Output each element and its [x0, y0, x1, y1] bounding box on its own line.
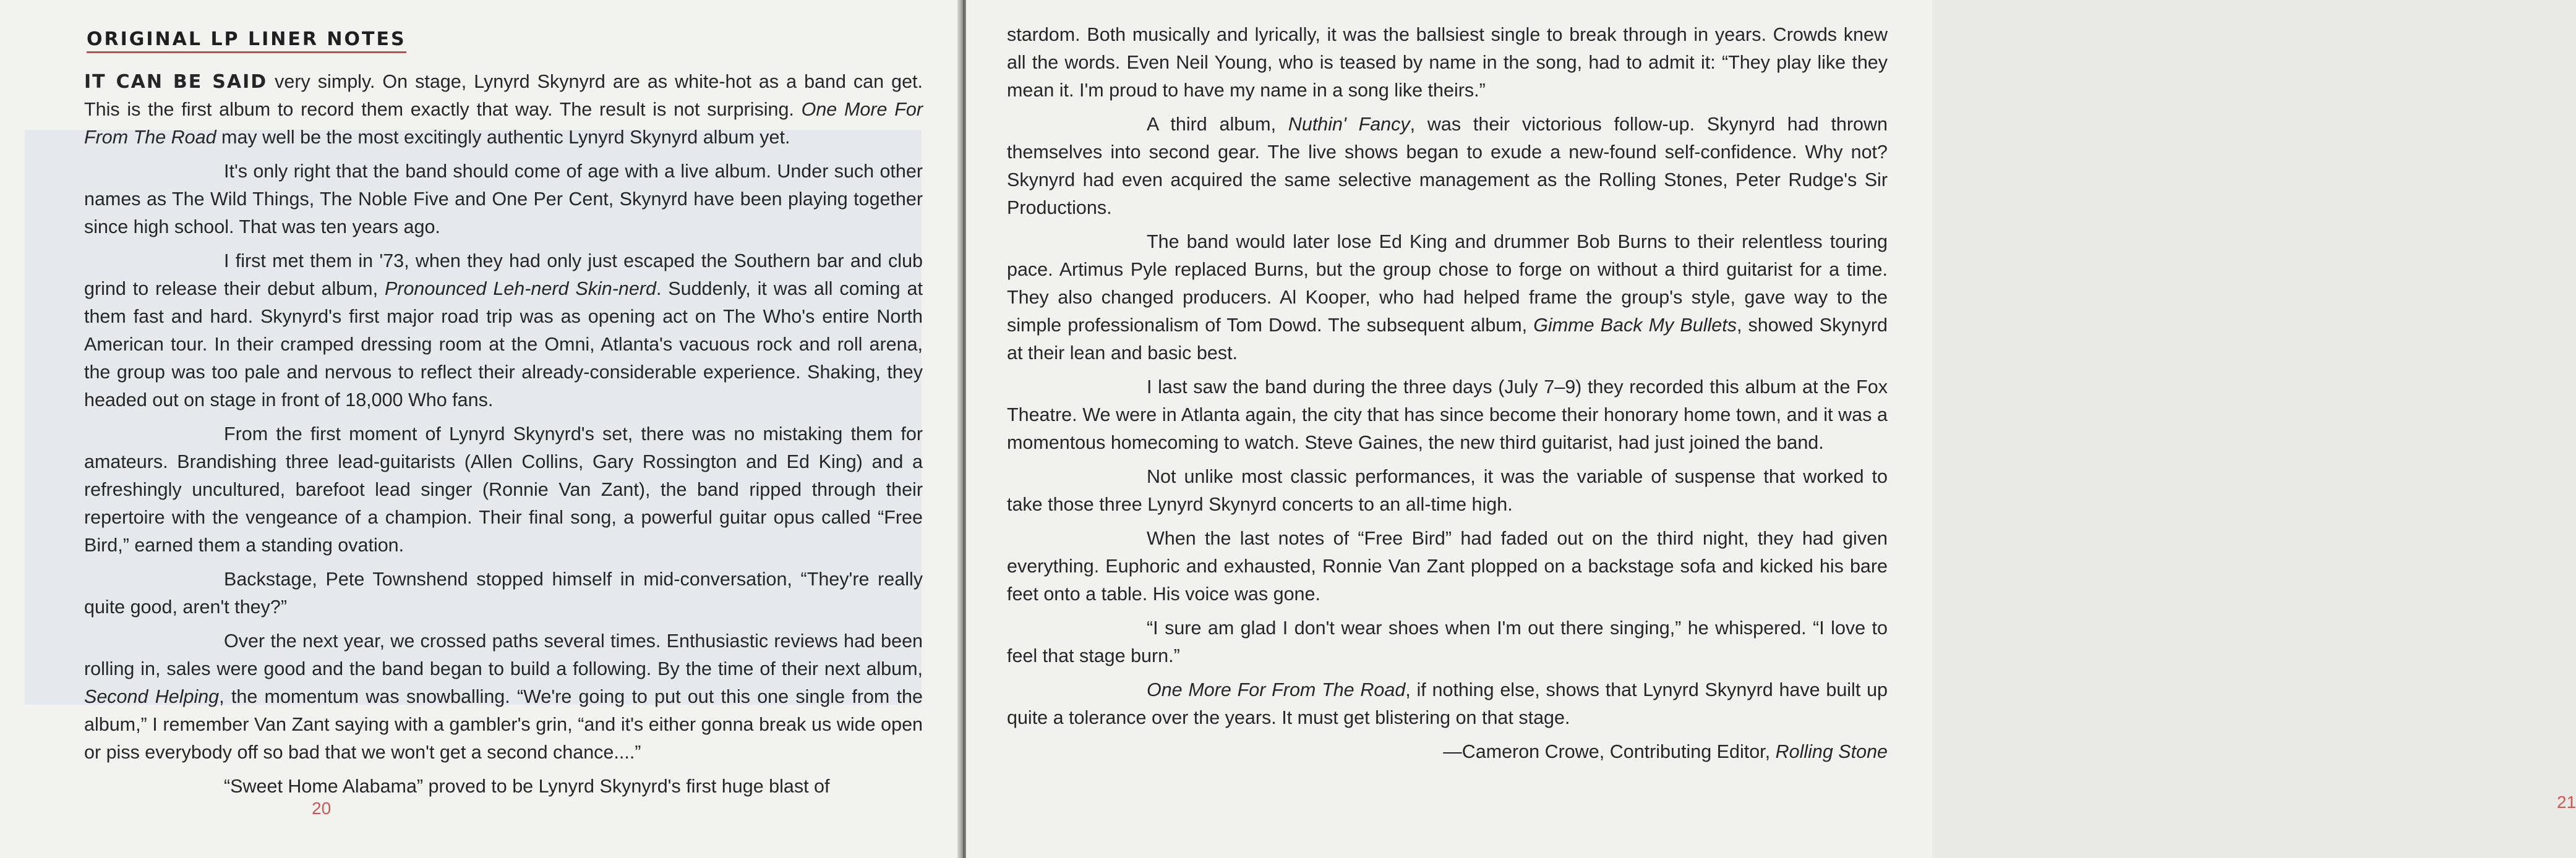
paragraph-5: Backstage, Pete Townshend stopped himself in mid-conversation, “They're really quite good, aren't they?” — [84, 569, 923, 618]
p6-text-a: Over the next year, we crossed paths several times. Enthusiastic reviews had been rolling in, sales were good and the band began to build a following. By the time of their next album, — [84, 631, 923, 679]
paragraph-7: “Sweet Home Alabama” proved to be Lynyrd Skynyrd's first huge blast of — [224, 776, 830, 797]
r3-text-a: The band would later lose Ed King and drummer Bob Burns to their relentless touring pace. Artimus Pyle replaced Burns, but the group chose to forge on without a third guitarist for a time. They also changed producers. Al Kooper, who had helped frame the group's style, gave way to the simple professionalism of Tom Dowd. The subsequent album, — [1007, 231, 1888, 336]
p6-text-b: , the momentum was snowballing. “We're going to put out this one single from the album,” I remember Van Zant saying with a gambler's grin, “and it's either gonna break us wide open or piss everybody off so bad that we won't get a second chance....” — [84, 686, 923, 763]
r2-text-a: A third album, — [1147, 114, 1288, 135]
p3-text-a: I first met them in '73, when they had only just escaped the Southern bar and club grind to release their debut album, — [84, 250, 923, 299]
album-title: One More For From The Road — [84, 99, 923, 148]
second-album-title: Second Helping — [84, 686, 220, 707]
signature-name: —Cameron Crowe, Contributing Editor, — [1443, 741, 1776, 762]
p1-text-a: very simply. On stage, Lynyrd Skynyrd are as white-hot as a band can get. This is the first album to record them exactly that way. The result is not surprising. — [84, 71, 923, 120]
paragraph-1 — [84, 68, 923, 151]
live-album-title: One More For From The Road — [1147, 679, 1406, 700]
paragraph-r1: stardom. Both musically and lyrically, it was the ballsiest single to break through in years. Crowds knew all the words. Even Neil Young, who is teased by name in the song, had to admit it: “They play like they mean it. I'm proud to have my name in a song like theirs.” — [1007, 24, 1888, 101]
left-column — [84, 21, 923, 807]
paragraph-6 — [84, 627, 923, 767]
paragraph-4: From the first moment of Lynyrd Skynyrd's set, there was no mistaking them for amateurs. Brandishing three lead-guitarists (Allen Collins, Gary Rossington and Ed King) and a refreshingly uncultured, barefoot lead singer (Ronnie Van Zant), the band ripped through their repertoire with the vengeance of a champion. Their final song, a powerful guitar opus called “Free Bird,” earned them a standing ovation. — [84, 423, 923, 556]
page-number-right: 21 — [2557, 792, 2576, 812]
fourth-album-title: Gimme Back My Bullets — [1533, 315, 1737, 336]
paragraph-r2 — [1007, 111, 1888, 222]
paragraph-r6: When the last notes of “Free Bird” had faded out on the third night, they had given everything. Euphoric and exhausted, Ronnie Van Zant plopped on a backstage sofa and kicked his bare feet onto a table. His voice was gone. — [1007, 528, 1888, 605]
paragraph-r7: “I sure am glad I don't wear shoes when I'm out there singing,” he whispered. “I love to feel that stage burn.” — [1007, 618, 1888, 666]
paragraph-r4: I last saw the band during the three days (July 7–9) they recorded this album at the Fox Theatre. We were in Atlanta again, the city that has since become their honorary home town, and it was a momentous homecoming to watch. Steve Gaines, the new third guitarist, had just joined the band. — [1007, 376, 1888, 453]
signature — [1007, 738, 1888, 766]
lead-word: IT CAN BE SAID — [84, 71, 268, 93]
p3-text-b: . Suddenly, it was all coming at them fast and hard. Skynyrd's first major road trip was as opening act on The Who's entire North American tour. In their cramped dressing room at the Omni, Atlanta's vacuous rock and roll arena, the group was too pale and nervous to reflect their already-considerable experience. Shaking, they headed out on stage in front of 18,000 Who fans. — [84, 278, 923, 410]
paragraph-r5: Not unlike most classic performances, it was the variable of suspense that worked to take those three Lynyrd Skynyrd concerts to an all-time high. — [1007, 466, 1888, 515]
left-page — [0, 0, 960, 858]
paragraph-r8 — [1007, 676, 1888, 732]
right-page — [966, 0, 2576, 858]
p1-text-b: may well be the most excitingly authentic Lynyrd Skynyrd album yet. — [216, 127, 790, 148]
signature-publication: Rolling Stone — [1775, 741, 1888, 762]
r3-text-b: , showed Skynyrd at their lean and basic best. — [1007, 315, 1888, 363]
third-album-title: Nuthin' Fancy — [1288, 114, 1410, 135]
page-number-left: 20 — [312, 799, 332, 818]
r8-text-b: , if nothing else, shows that Lynyrd Skynyrd have built up quite a tolerance over the years. It must get blistering on that stage. — [1007, 679, 1888, 728]
liner-notes-heading: ORIGINAL LP LINER NOTES — [87, 28, 406, 53]
paragraph-2: It's only right that the band should come of age with a live album. Under such other names as The Wild Things, The Noble Five and One Per Cent, Skynyrd have been playing together since high school. That was ten years ago. — [84, 161, 923, 237]
paragraph-3 — [84, 247, 923, 414]
right-column — [1007, 21, 1888, 766]
debut-album-title: Pronounced Leh-nerd Skin-nerd — [384, 278, 656, 299]
r2-text-b: , was their victorious follow-up. Skynyrd had thrown themselves into second gear. The live shows began to exude a new-found self-confidence. Why not? Skynyrd had even acquired the same selective management as the Rolling Stones, Peter Rudge's Sir Productions. — [1007, 114, 1888, 218]
paragraph-r3 — [1007, 228, 1888, 367]
